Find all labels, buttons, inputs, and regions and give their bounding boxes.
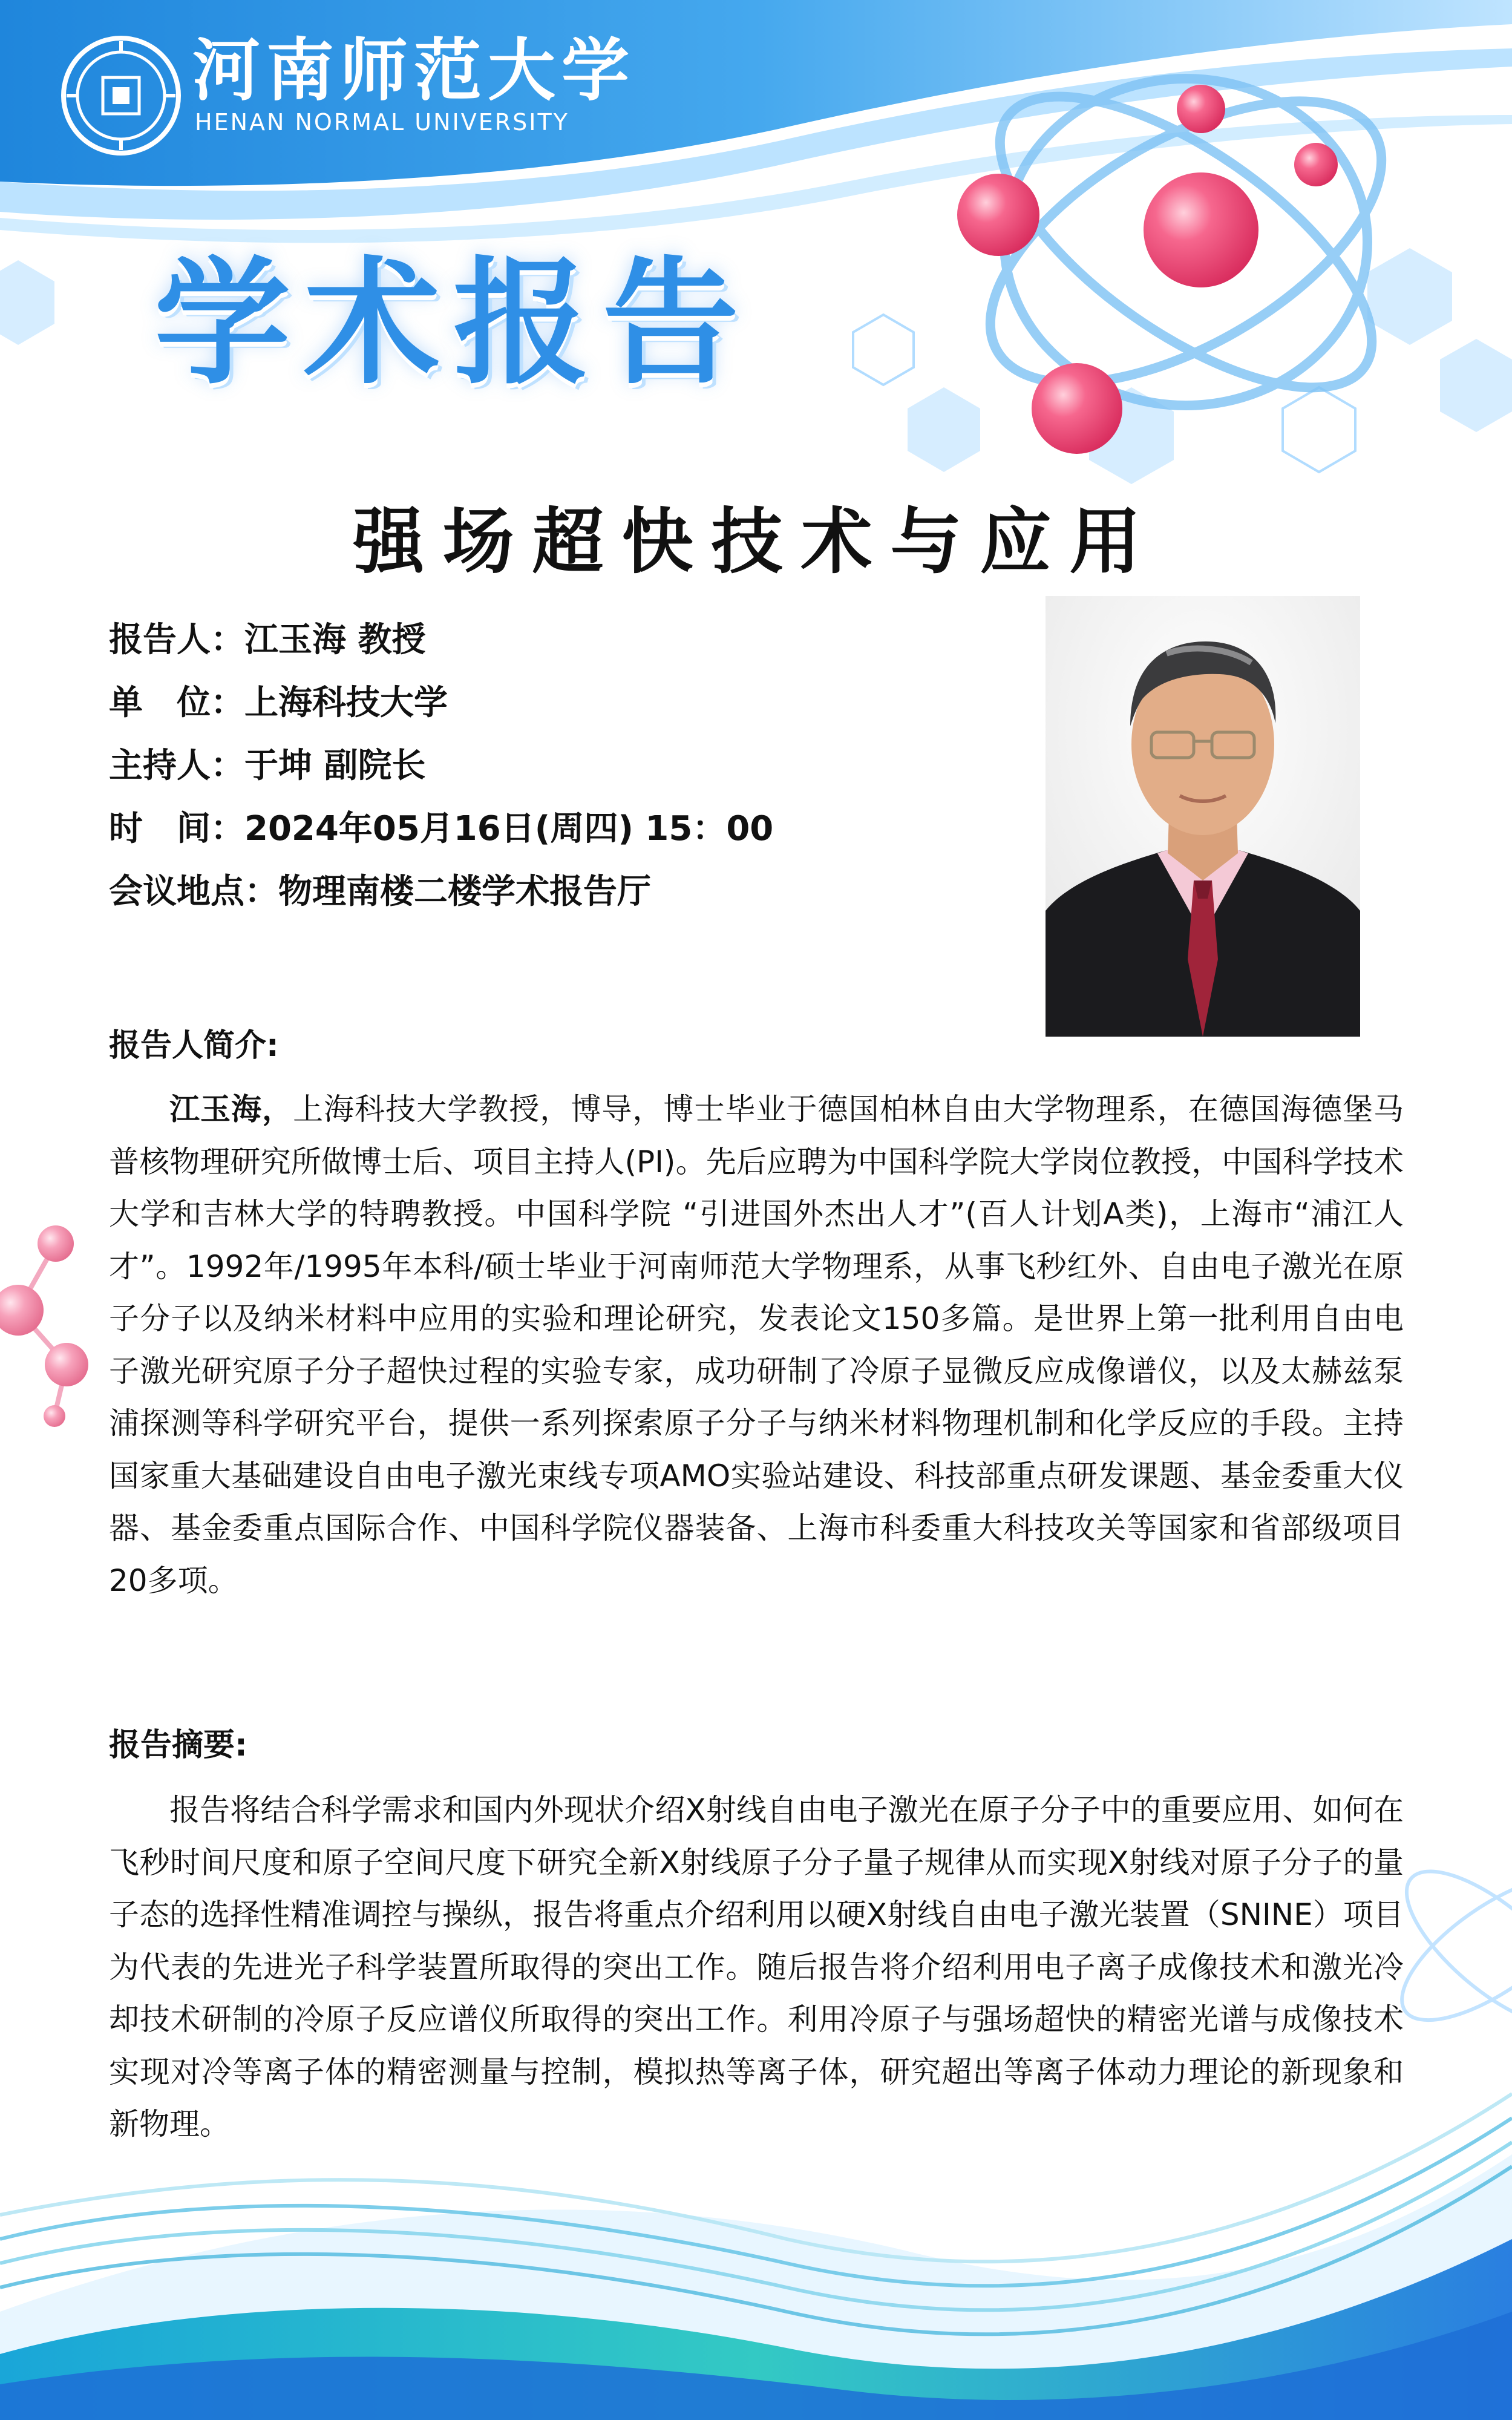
bio-heading: 报告人简介: (109, 1028, 279, 1064)
info-time: 时 间：2024年05月16日(周四) 15：00 (109, 809, 774, 848)
abstract-heading: 报告摘要: (109, 1727, 247, 1763)
bio-text: 上海科技大学教授，博导，博士毕业于德国柏林自由大学物理系，在德国海德堡马普核物理研究所做博士后、项目主持人(PI)。先后应聘为中国科学院大学岗位教授，中国科学技术大学和吉林大学的特聘教授。中国科学院 “引进国外杰出人才”(百人计划A类)，上海市“浦江人才”。1992年/1995年本科/硕士毕业于河南师范大学物理系，从事飞秒红外、自由电子激光在原子分子以及纳米材料中应用的实验和理论研究，发表论文150多篇。是世界上第一批利用自由电子激光研究原子分子超快过程的实验专家，成功研制了冷原子显微反应成像谱仪，以及太赫兹泵浦探测等科学研究平台，提供一系列探索原子分子与纳米材料物理机制和化学反应的手段。主持国家重大基础建设自由电子激光束线专项AMO实验站建设、科技部重点研发课题、基金委重大仪器、基金委重点国际合作、中国科学院仪器装备、上海市科委重大科技攻关等国家和省部级项目20多项。 (109, 1092, 1404, 1598)
info-host: 主持人：于坤 副院长 (109, 746, 426, 785)
speaker-photo (1046, 596, 1360, 1037)
university-name-cn: 河南师范大学 (192, 31, 635, 110)
university-name-en: HENAN NORMAL UNIVERSITY (195, 109, 569, 136)
info-speaker: 报告人：江玉海 教授 (109, 620, 426, 660)
report-title: 强场超快技术与应用 (353, 500, 1159, 583)
info-unit: 单 位：上海科技大学 (109, 683, 448, 723)
speaker-name: 江玉海， (169, 1092, 293, 1127)
info-venue: 会议地点：物理南楼二楼学术报告厅 (109, 872, 651, 911)
university-emblem-icon (61, 35, 182, 156)
abstract-text: 报告将结合科学需求和国内外现状介绍X射线自由电子激光在原子分子中的重要应用、如何在飞秒时间尺度和原子空间尺度下研究全新X射线原子分子量子规律从而实现X射线对原子分子的量子态的选择性精准调控与操纵，报告将重点介绍利用以硬X射线自由电子激光装置（SNINE）项目为代表的先进光子科学装置所取得的突出工作。随后报告将介绍利用电子离子成像技术和激光冷却技术研制的冷原子反应谱仪所取得的突出工作。利用冷原子与强场超快的精密光谱与成像技术实现对冷等离子体的精密测量与控制，模拟热等离子体，研究超出等离子体动力理论的新现象和新物理。 (109, 1792, 1404, 2142)
banner-title: 学术报告 (154, 244, 752, 403)
bio-paragraph (109, 1083, 1404, 1607)
